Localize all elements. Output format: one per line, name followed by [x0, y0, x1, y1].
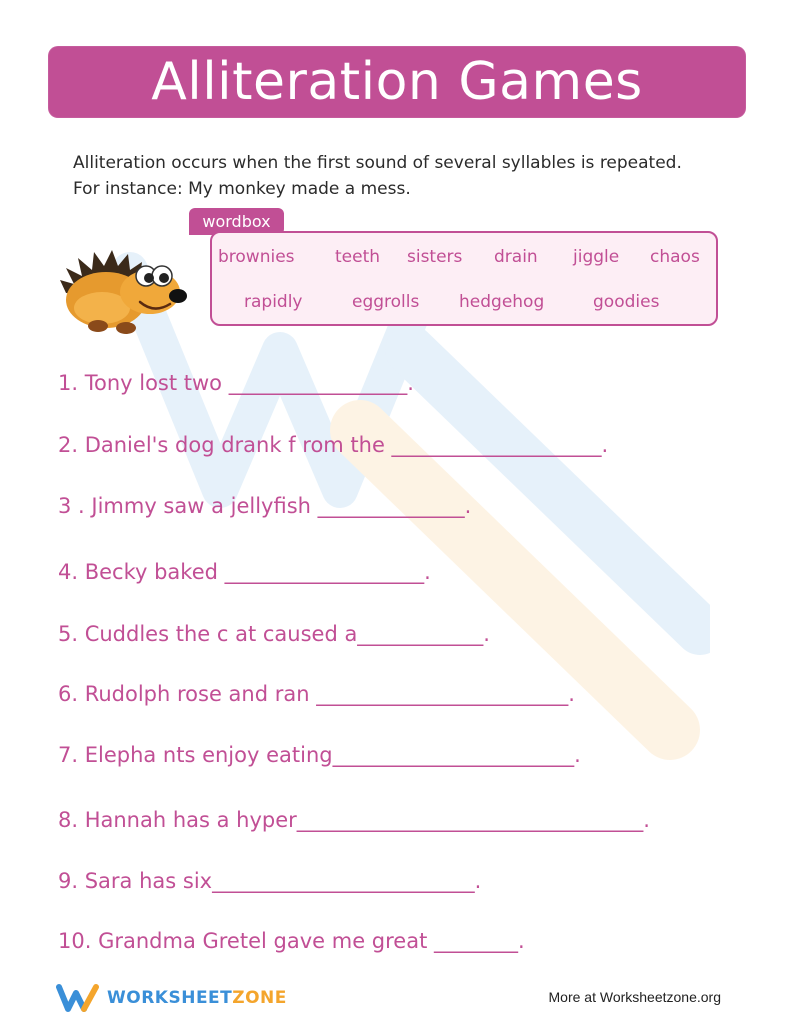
question-5: 5. Cuddles the c at caused a____________.: [58, 622, 490, 646]
question-7: 7. Elepha nts enjoy eating_______________________.: [58, 743, 581, 767]
word-chaos: chaos: [650, 247, 700, 267]
page-title: Alliteration Games: [151, 52, 643, 112]
footer-link[interactable]: More at Worksheetzone.org: [548, 989, 721, 1005]
word-brownies: brownies: [218, 247, 295, 267]
intro-line-2: For instance: My monkey made a mess.: [73, 179, 411, 199]
question-10: 10. Grandma Gretel gave me great ________.: [58, 929, 525, 953]
question-2: 2. Daniel's dog drank f rom the ____________________.: [58, 433, 609, 457]
footer-brand: [107, 988, 287, 1008]
intro-line-1: Alliteration occurs when the first sound of several syllables is repeated.: [73, 153, 682, 173]
title-banner: [48, 46, 746, 118]
brand-zone: ZONE: [232, 988, 287, 1008]
question-1: 1. Tony lost two _________________.: [58, 371, 414, 395]
word-sisters: sisters: [407, 247, 463, 267]
brand-worksheet: WORKSHEET: [107, 988, 233, 1008]
question-8: 8. Hannah has a hyper_________________________________.: [58, 808, 650, 832]
question-4: 4. Becky baked ___________________.: [58, 560, 431, 584]
question-9: 9. Sara has six_________________________.: [58, 869, 482, 893]
word-teeth: teeth: [335, 247, 381, 267]
question-6: 6. Rudolph rose and ran ________________________.: [58, 682, 575, 706]
question-3: 3 . Jimmy saw a jellyfish ______________.: [58, 494, 472, 518]
word-rapidly: rapidly: [244, 292, 303, 312]
word-hedgehog: hedgehog: [459, 292, 545, 312]
word-eggrolls: eggrolls: [352, 292, 420, 312]
intro-text: [73, 150, 753, 202]
wordbox: [210, 231, 718, 326]
hedgehog-illustration: [58, 238, 188, 338]
word-goodies: goodies: [593, 292, 660, 312]
worksheetzone-logo-icon: [56, 983, 100, 1013]
word-drain: drain: [494, 247, 538, 267]
word-jiggle: jiggle: [573, 247, 620, 267]
wordbox-label: wordbox: [189, 208, 284, 235]
